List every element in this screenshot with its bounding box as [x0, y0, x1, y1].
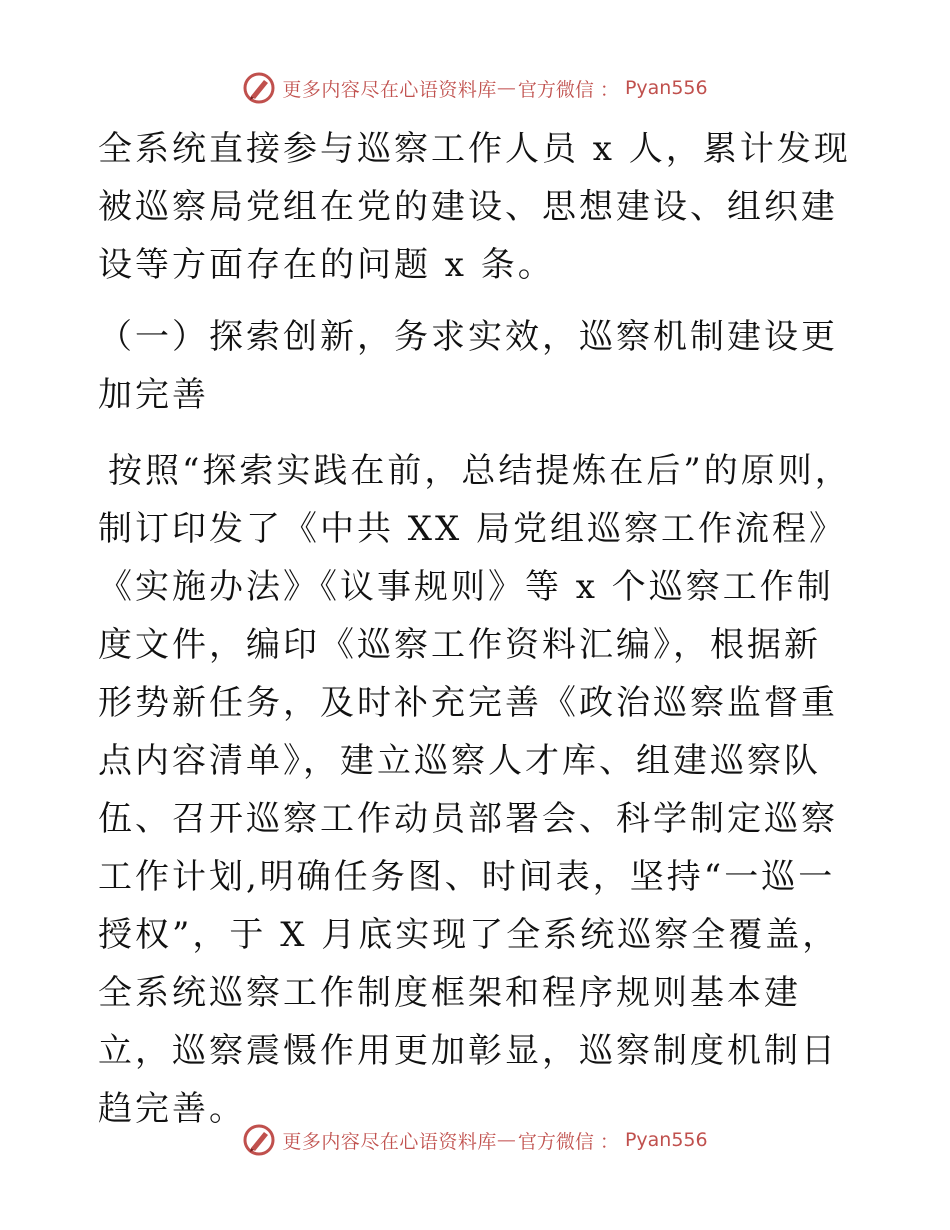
paragraph-1: 全系统直接参与巡察工作人员 x 人，累计发现被巡察局党组在党的建设、思想建设、组织建设等方面存在的问题 x 条。	[98, 129, 851, 285]
watermark-wechat-label: 官方微信	[517, 1130, 594, 1153]
header-watermark	[0, 68, 950, 108]
watermark-colon: ：	[599, 78, 619, 101]
watermark-dash: —	[496, 1129, 516, 1151]
watermark-wechat-id: Pyan556	[624, 77, 708, 99]
footer-watermark	[0, 1120, 950, 1160]
pen-logo-icon	[242, 1123, 276, 1157]
section-heading-1: （一）探索创新，务求实效，巡察机制建设更加完善	[98, 317, 838, 415]
watermark-wechat-id: Pyan556	[624, 1129, 708, 1151]
paragraph-2	[98, 442, 853, 1138]
paragraph-2-text: 按照“探索实践在前，总结提炼在后”的原则，制订印发了《中共 XX 局党组巡察工作流程》《实施办法》《议事规则》等 x 个巡察工作制度文件，编印《巡察工作资料汇编》，根据新形势新任务，及时补充完善《政治巡察监督重点内容清单》，建立巡察人才库、组建巡察队伍、召开巡察工作动员部署会、科学制定巡察工作计划,明确任务图、时间表，坚持“一巡一授权”，于 X 月底实现了全系统巡察全覆盖，全系统巡察工作制度框架和程序规则基本建立，巡察震慑作用更加彰显，巡察制度机制日趋完善。	[98, 451, 852, 1129]
watermark-wechat-label: 官方微信	[517, 78, 594, 101]
watermark-dash: —	[496, 77, 516, 99]
pen-logo-icon	[242, 71, 276, 105]
watermark-colon: ：	[599, 1130, 619, 1153]
watermark-brand: 更多内容尽在心语资料库	[282, 78, 497, 101]
watermark-brand: 更多内容尽在心语资料库	[282, 1130, 497, 1153]
